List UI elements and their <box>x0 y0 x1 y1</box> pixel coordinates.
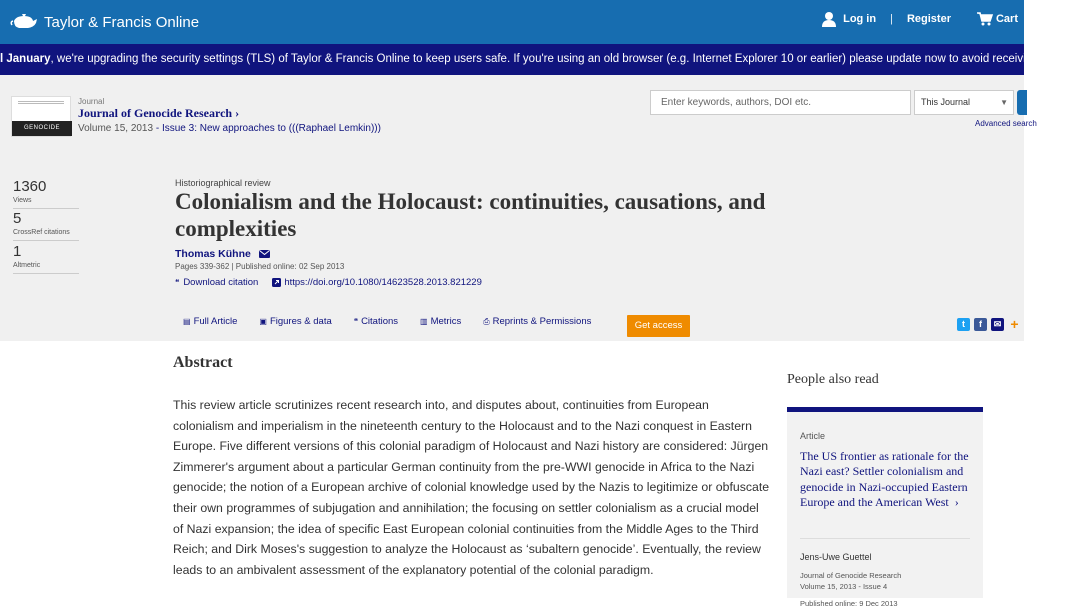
announcement-text: , we're upgrading the security settings (TLS) of Taylor & Francis Online to keep users safe. If you're using an old browser (e.g. Internet Explorer 10 or earlier) please update now to avoid receiving error <box>50 53 1066 65</box>
doi-label: https://doi.org/10.1080/14623528.2013.821229 <box>284 277 482 288</box>
card-published: Published online: 9 Dec 2013 <box>800 599 898 608</box>
twitter-icon[interactable]: t <box>957 318 970 331</box>
printer-icon: ⎙ <box>483 316 490 326</box>
quote-icon: ❝ <box>175 278 180 287</box>
search-scope-select[interactable] <box>914 90 1014 115</box>
metric-label: Views <box>13 197 32 204</box>
scope-value: This Journal <box>921 97 971 107</box>
caret-down-icon: ▼ <box>1000 98 1008 107</box>
card-author: Jens-Uwe Guettel <box>800 552 872 562</box>
tab-citations[interactable] <box>354 316 398 327</box>
related-article-link[interactable] <box>800 449 978 510</box>
tab-figures[interactable] <box>259 316 331 327</box>
metric-label: CrossRef citations <box>13 229 70 236</box>
nav-separator: | <box>890 13 893 25</box>
download-citation-label: Download citation <box>183 277 259 288</box>
register-label: Register <box>906 13 951 25</box>
quote-icon: ❝ <box>353 317 359 326</box>
abstract-heading: Abstract <box>173 354 233 371</box>
author-name: Thomas Kühne <box>175 248 251 260</box>
download-citation-link[interactable] <box>175 277 258 288</box>
card-divider <box>800 538 970 539</box>
journal-title: Journal of Genocide Research <box>78 106 233 120</box>
envelope-icon[interactable] <box>259 250 270 258</box>
article-title: Colonialism and the Holocaust: continuities, causations, and complexities <box>175 189 766 241</box>
card-type: Article <box>800 431 826 441</box>
tab-label: Reprints & Permissions <box>492 316 592 327</box>
facebook-icon[interactable]: f <box>974 318 987 331</box>
cart-icon <box>977 12 993 26</box>
add-share-icon[interactable]: + <box>1010 316 1019 332</box>
card-journal <box>800 571 901 592</box>
bar-chart-icon: ▥ <box>420 317 428 326</box>
author-link[interactable] <box>175 248 270 260</box>
top-bar <box>0 0 1024 44</box>
tab-label: Citations <box>361 316 399 327</box>
tab-label: Full Article <box>193 316 238 327</box>
doi-link[interactable] <box>272 277 482 288</box>
header-notch <box>163 136 181 146</box>
cart-link[interactable] <box>977 12 1018 26</box>
cover-band: GENOCIDE <box>12 121 72 136</box>
pages-info: Pages 339-362 | Published online: 02 Sep 2013 <box>175 262 345 271</box>
search-input[interactable]: Enter keywords, authors, DOI etc. <box>650 90 911 115</box>
tab-full-article[interactable] <box>183 316 237 327</box>
tab-label: Metrics <box>430 316 462 327</box>
tab-label: Figures & data <box>269 316 332 327</box>
external-link-icon <box>272 278 281 287</box>
card-title: The US frontier as rationale for the Nazi east? Settler colonialism and genocide in Nazi-occupied Eastern Europe and the American West <box>800 449 969 509</box>
issue-link[interactable] <box>78 123 381 134</box>
tls-announcement <box>0 44 1066 75</box>
journal-cover[interactable] <box>11 96 71 137</box>
metric-crossref[interactable] <box>13 211 79 241</box>
metric-value: 5 <box>13 210 22 227</box>
people-also-read-heading: People also read <box>787 372 879 387</box>
cover-lines <box>18 101 64 104</box>
tab-reprints[interactable] <box>483 316 591 327</box>
document-icon: ▤ <box>183 317 191 326</box>
card-journal-name: Journal of Genocide Research <box>800 571 902 580</box>
issue-text: - Issue 3: New approaches to (((Raphael Lemkin))) <box>153 123 381 134</box>
volume-text: Volume 15, 2013 <box>78 123 154 134</box>
get-access-button[interactable]: Get access <box>627 315 690 337</box>
login-link[interactable] <box>821 11 876 27</box>
share-icons <box>957 318 1025 331</box>
metric-altmetric[interactable] <box>13 244 79 274</box>
metric-views[interactable] <box>13 179 79 209</box>
article-tabs <box>183 316 613 327</box>
search-button[interactable] <box>1017 90 1027 115</box>
cart-label: Cart <box>995 13 1018 25</box>
image-icon: ▣ <box>259 317 267 326</box>
register-link[interactable] <box>907 13 951 25</box>
journal-label: Journal <box>78 97 105 106</box>
related-article-card <box>787 407 983 608</box>
login-label: Log in <box>843 13 877 25</box>
metric-label: Altmetric <box>13 262 41 269</box>
logo-text: Taylor & Francis Online <box>44 13 200 31</box>
tandf-logo[interactable] <box>10 12 199 32</box>
tab-metrics[interactable] <box>420 316 461 327</box>
abstract-text: This review article scrutinizes recent research into, and disputes about, continuities from European colonialism and imperialism in the nineteenth century to the Holocaust and to the Nazi conquest in Eastern Europe. Five different versions of this colonial paradigm of Holocaust and Nazi history are considered: Jürgen Zimmerer's argument about a particular German continuity from the pre-WWI genocide in Africa to the Nazi genocide; the notion of a European archive of colonial knowledge used by the Nazis to legitimize or obfuscate their own programmes of subjugation and annihilation; the focusing on settler colonialism as a crucial model of Nazi expansion; the idea of specific East European colonial continuities from the Middle Ages to the Third Reich; and Dirk Moses's suggestion to analyze the Holocaust as ‘subaltern genocide’. Eventually, the review leads to an ambivalent assessment of the explanatory potential of the colonial paradigm. <box>173 398 770 577</box>
announcement-bold: l January <box>0 53 51 65</box>
metric-value: 1360 <box>13 178 47 195</box>
metric-value: 1 <box>13 243 22 260</box>
advanced-search-link[interactable]: Advanced search <box>975 119 1037 128</box>
journal-title-link[interactable] <box>78 106 239 121</box>
teapot-logo-icon <box>10 12 40 32</box>
chevron-right-icon: › <box>954 494 959 509</box>
chevron-right-icon: › <box>235 106 240 120</box>
card-journal-volume: Volume 15, 2013 - Issue 4 <box>800 581 888 591</box>
email-icon[interactable]: ✉ <box>991 318 1004 331</box>
article-type: Historiographical review <box>175 178 271 188</box>
user-icon <box>821 11 837 27</box>
